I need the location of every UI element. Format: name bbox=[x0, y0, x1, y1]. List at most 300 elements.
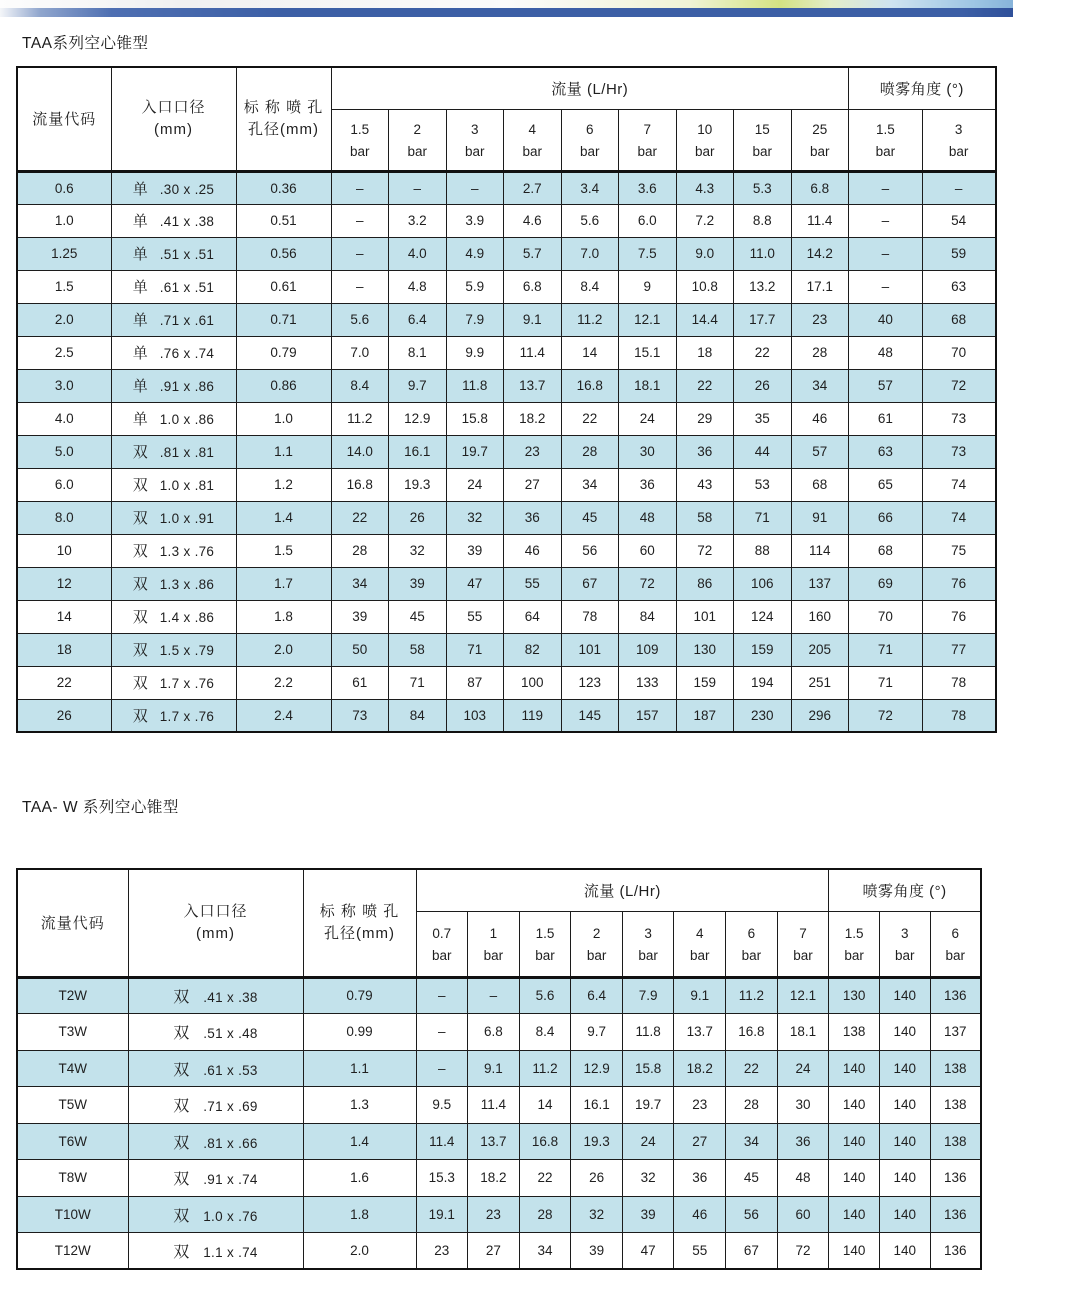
angle-value-cell: 59 bbox=[922, 237, 996, 270]
pressure-header: 6 bar bbox=[930, 911, 981, 977]
flow-code-cell: T2W bbox=[17, 977, 128, 1014]
angle-value-cell: 57 bbox=[849, 369, 923, 402]
flow-value-cell: 34 bbox=[519, 1233, 571, 1270]
flow-value-cell: 34 bbox=[561, 468, 619, 501]
inlet-dimensions: .61 x .53 bbox=[203, 1062, 258, 1078]
angle-value-cell: 48 bbox=[849, 336, 923, 369]
inlet-type: 双 bbox=[173, 1207, 190, 1225]
inlet-type: 单 bbox=[132, 378, 148, 395]
flow-value-cell: 19.1 bbox=[416, 1196, 468, 1233]
flow-value-cell: 39 bbox=[446, 534, 504, 567]
flow-code-cell: 18 bbox=[17, 633, 111, 666]
flow-value-cell: 17.7 bbox=[734, 303, 792, 336]
table-row bbox=[17, 977, 981, 1014]
angle-value-cell: 54 bbox=[922, 204, 996, 237]
flow-value-cell: 14.0 bbox=[331, 435, 389, 468]
flow-value-cell: 68 bbox=[791, 468, 849, 501]
flow-value-cell: 12.9 bbox=[571, 1050, 623, 1087]
orifice-cell: 2.0 bbox=[236, 633, 331, 666]
angle-value-cell: 73 bbox=[922, 402, 996, 435]
angle-value-cell: 136 bbox=[930, 1160, 981, 1197]
flow-value-cell: 55 bbox=[504, 567, 562, 600]
inlet-type: 单 bbox=[132, 411, 148, 428]
table-row bbox=[17, 600, 996, 633]
flow-code-cell: 3.0 bbox=[17, 369, 111, 402]
angle-value-cell: 78 bbox=[922, 699, 996, 732]
inlet-size-cell bbox=[128, 1050, 303, 1087]
flow-code-cell: 26 bbox=[17, 699, 111, 732]
flow-value-cell: 11.4 bbox=[416, 1123, 468, 1160]
orifice-cell: 1.4 bbox=[303, 1123, 416, 1160]
angle-value-cell: 74 bbox=[922, 501, 996, 534]
orifice-cell: 2.4 bbox=[236, 699, 331, 732]
flow-value-cell: 32 bbox=[389, 534, 447, 567]
angle-value-cell: 140 bbox=[829, 1233, 880, 1270]
table-row bbox=[17, 534, 996, 567]
band-gradient-bottom bbox=[0, 8, 1013, 17]
inlet-size-cell bbox=[128, 977, 303, 1014]
flow-value-cell: 23 bbox=[674, 1087, 726, 1124]
inlet-size-cell bbox=[111, 171, 236, 204]
flow-value-cell: 14 bbox=[519, 1087, 571, 1124]
orifice-cell: 0.99 bbox=[303, 1014, 416, 1051]
flow-value-cell: – bbox=[416, 1014, 468, 1051]
flow-value-cell: 56 bbox=[561, 534, 619, 567]
flow-value-cell: 55 bbox=[674, 1233, 726, 1270]
inlet-size-cell bbox=[111, 204, 236, 237]
flow-value-cell: 11.2 bbox=[726, 977, 778, 1014]
flow-value-cell: 205 bbox=[791, 633, 849, 666]
angle-value-cell: 63 bbox=[922, 270, 996, 303]
angle-value-cell: – bbox=[922, 171, 996, 204]
flow-value-cell: 187 bbox=[676, 699, 734, 732]
flow-value-cell: 6.4 bbox=[571, 977, 623, 1014]
flow-value-cell: 6.8 bbox=[504, 270, 562, 303]
inlet-size-cell bbox=[111, 237, 236, 270]
flow-value-cell: 71 bbox=[734, 501, 792, 534]
orifice-header-line2: 孔径(mm) bbox=[324, 924, 395, 942]
flow-value-cell: 87 bbox=[446, 666, 504, 699]
flow-code-cell: 2.5 bbox=[17, 336, 111, 369]
flow-value-cell: 6.0 bbox=[619, 204, 677, 237]
flow-value-cell: 84 bbox=[389, 699, 447, 732]
flow-value-cell: 6.8 bbox=[468, 1014, 520, 1051]
angle-value-cell: 140 bbox=[879, 1050, 930, 1087]
pressure-header: 7 bar bbox=[777, 911, 829, 977]
flow-value-cell: 26 bbox=[571, 1160, 623, 1197]
inlet-dimensions: .76 x .74 bbox=[159, 346, 215, 361]
table-row bbox=[17, 336, 996, 369]
flow-value-cell: 19.3 bbox=[389, 468, 447, 501]
angle-value-cell: 140 bbox=[879, 977, 930, 1014]
flow-value-cell: 32 bbox=[571, 1196, 623, 1233]
flow-value-cell: 15.3 bbox=[416, 1160, 468, 1197]
flow-value-cell: 71 bbox=[446, 633, 504, 666]
flow-value-cell: 9.7 bbox=[389, 369, 447, 402]
flow-value-cell: 24 bbox=[622, 1123, 674, 1160]
table-row bbox=[17, 171, 996, 204]
flow-value-cell: 7.0 bbox=[561, 237, 619, 270]
flow-value-cell: 3.4 bbox=[561, 171, 619, 204]
inlet-type: 双 bbox=[132, 642, 148, 659]
flow-value-cell: 36 bbox=[676, 435, 734, 468]
flow-value-cell: 58 bbox=[676, 501, 734, 534]
flow-value-cell: 67 bbox=[726, 1233, 778, 1270]
flow-value-cell: 9.5 bbox=[416, 1087, 468, 1124]
inlet-type: 双 bbox=[132, 510, 148, 527]
angle-value-cell: 78 bbox=[922, 666, 996, 699]
flow-value-cell: 39 bbox=[622, 1196, 674, 1233]
flow-code-cell: 5.0 bbox=[17, 435, 111, 468]
flow-value-cell: 57 bbox=[791, 435, 849, 468]
table-row bbox=[17, 666, 996, 699]
orifice-cell: 1.5 bbox=[236, 534, 331, 567]
orifice-cell: 1.2 bbox=[236, 468, 331, 501]
inlet-size-cell bbox=[111, 303, 236, 336]
pressure-header: 3 bar bbox=[879, 911, 930, 977]
inlet-dimensions: 1.7 x .76 bbox=[159, 676, 215, 691]
inlet-dimensions: .81 x .66 bbox=[203, 1135, 258, 1151]
flow-value-cell: 32 bbox=[446, 501, 504, 534]
inlet-dimensions: 1.1 x .74 bbox=[203, 1245, 258, 1260]
inlet-size-cell bbox=[128, 1196, 303, 1233]
flow-value-cell: 35 bbox=[734, 402, 792, 435]
angle-value-cell: 65 bbox=[849, 468, 923, 501]
flow-code-cell: T10W bbox=[17, 1196, 128, 1233]
orifice-cell: 1.3 bbox=[303, 1087, 416, 1124]
flow-value-cell: 22 bbox=[676, 369, 734, 402]
orifice-cell: 1.8 bbox=[303, 1196, 416, 1233]
angle-value-cell: 138 bbox=[930, 1123, 981, 1160]
angle-value-cell: 76 bbox=[922, 600, 996, 633]
angle-value-cell: 72 bbox=[922, 369, 996, 402]
flow-value-cell: 8.4 bbox=[519, 1014, 571, 1051]
flow-value-cell: 22 bbox=[726, 1050, 778, 1087]
angle-value-cell: 63 bbox=[849, 435, 923, 468]
inlet-size-cell bbox=[128, 1087, 303, 1124]
pressure-header: 10 bar bbox=[676, 109, 734, 171]
flow-value-cell: 14 bbox=[561, 336, 619, 369]
flow-value-cell: 13.7 bbox=[504, 369, 562, 402]
angle-value-cell: 75 bbox=[922, 534, 996, 567]
flow-value-cell: 11.2 bbox=[561, 303, 619, 336]
table-row bbox=[17, 1050, 981, 1087]
flow-group-header: 流量 (L/Hr) bbox=[416, 869, 829, 911]
flow-value-cell: 26 bbox=[389, 501, 447, 534]
pressure-header: 1.5 bar bbox=[849, 109, 923, 171]
table-row bbox=[17, 1014, 981, 1051]
table-row bbox=[17, 1233, 981, 1270]
angle-value-cell: 140 bbox=[829, 1050, 880, 1087]
table-row bbox=[17, 567, 996, 600]
flow-value-cell: 251 bbox=[791, 666, 849, 699]
flow-code-cell: 6.0 bbox=[17, 468, 111, 501]
table-row bbox=[17, 270, 996, 303]
flow-value-cell: 18.1 bbox=[777, 1014, 829, 1051]
angle-value-cell: 76 bbox=[922, 567, 996, 600]
flow-value-cell: 23 bbox=[504, 435, 562, 468]
table-row bbox=[17, 501, 996, 534]
inlet-dimensions: 1.0 x .91 bbox=[159, 511, 215, 526]
flow-value-cell: 43 bbox=[676, 468, 734, 501]
orifice-header-line1: 标 称 喷 孔 bbox=[319, 903, 400, 920]
inlet-size-cell bbox=[128, 1233, 303, 1270]
inlet-size-cell bbox=[111, 699, 236, 732]
flow-value-cell: 157 bbox=[619, 699, 677, 732]
angle-value-cell: 140 bbox=[829, 1196, 880, 1233]
inlet-size-cell bbox=[111, 270, 236, 303]
flow-code-cell: 2.0 bbox=[17, 303, 111, 336]
angle-value-cell: 71 bbox=[849, 633, 923, 666]
flow-value-cell: 18 bbox=[676, 336, 734, 369]
band-gradient-top bbox=[0, 0, 1013, 8]
flow-value-cell: 67 bbox=[561, 567, 619, 600]
table-row bbox=[17, 402, 996, 435]
inlet-dimensions: 1.0 x .86 bbox=[159, 412, 215, 427]
angle-value-cell: 70 bbox=[922, 336, 996, 369]
flow-value-cell: 100 bbox=[504, 666, 562, 699]
flow-value-cell: 8.8 bbox=[734, 204, 792, 237]
flow-code-cell: T4W bbox=[17, 1050, 128, 1087]
flow-value-cell: 16.8 bbox=[561, 369, 619, 402]
flow-value-cell: 3.6 bbox=[619, 171, 677, 204]
flow-value-cell: 123 bbox=[561, 666, 619, 699]
angle-value-cell: – bbox=[849, 171, 923, 204]
orifice-cell: 1.1 bbox=[303, 1050, 416, 1087]
table-row bbox=[17, 699, 996, 732]
table-row bbox=[17, 237, 996, 270]
flow-value-cell: 34 bbox=[791, 369, 849, 402]
taa-spec-table bbox=[16, 66, 997, 733]
inlet-size-cell bbox=[111, 402, 236, 435]
angle-group-header: 喷雾角度 (°) bbox=[849, 67, 996, 109]
pressure-header: 6 bar bbox=[561, 109, 619, 171]
orifice-cell: 0.51 bbox=[236, 204, 331, 237]
flow-value-cell: 159 bbox=[734, 633, 792, 666]
flow-value-cell: 48 bbox=[777, 1160, 829, 1197]
flow-value-cell: 16.8 bbox=[519, 1123, 571, 1160]
flow-value-cell: 36 bbox=[674, 1160, 726, 1197]
flow-value-cell: 12.1 bbox=[619, 303, 677, 336]
flow-value-cell: 16.1 bbox=[389, 435, 447, 468]
flow-value-cell: 5.6 bbox=[561, 204, 619, 237]
flow-code-cell: 1.25 bbox=[17, 237, 111, 270]
flow-value-cell: 9.0 bbox=[676, 237, 734, 270]
flow-value-cell: 7.9 bbox=[622, 977, 674, 1014]
angle-value-cell: 136 bbox=[930, 977, 981, 1014]
flow-value-cell: – bbox=[331, 204, 389, 237]
inlet-dimensions: 1.5 x .79 bbox=[159, 643, 215, 658]
pressure-header: 3 bar bbox=[622, 911, 674, 977]
flow-value-cell: 32 bbox=[622, 1160, 674, 1197]
inlet-size-cell bbox=[128, 1123, 303, 1160]
table-row bbox=[17, 468, 996, 501]
flow-value-cell: 101 bbox=[676, 600, 734, 633]
inlet-type: 双 bbox=[173, 1244, 190, 1261]
orifice-cell: 2.0 bbox=[303, 1233, 416, 1270]
table-row bbox=[17, 1196, 981, 1233]
flow-value-cell: 39 bbox=[331, 600, 389, 633]
flow-value-cell: 7.5 bbox=[619, 237, 677, 270]
flow-value-cell: 60 bbox=[777, 1196, 829, 1233]
angle-value-cell: 130 bbox=[829, 977, 880, 1014]
flow-value-cell: 30 bbox=[619, 435, 677, 468]
flow-value-cell: 6.8 bbox=[791, 171, 849, 204]
angle-value-cell: – bbox=[849, 204, 923, 237]
inlet-header-line1: 入口口径 bbox=[141, 99, 206, 116]
inlet-dimensions: 1.0 x .76 bbox=[203, 1208, 258, 1224]
angle-value-cell: 77 bbox=[922, 633, 996, 666]
flow-value-cell: 11.4 bbox=[504, 336, 562, 369]
flow-value-cell: 19.7 bbox=[446, 435, 504, 468]
taa-w-spec-table bbox=[16, 868, 982, 1270]
flow-value-cell: 27 bbox=[504, 468, 562, 501]
angle-value-cell: 138 bbox=[930, 1087, 981, 1124]
flow-value-cell: 7.2 bbox=[676, 204, 734, 237]
inlet-size-cell bbox=[111, 468, 236, 501]
flow-value-cell: 4.6 bbox=[504, 204, 562, 237]
flow-value-cell: 44 bbox=[734, 435, 792, 468]
inlet-size-cell bbox=[128, 1160, 303, 1197]
flow-value-cell: 9.1 bbox=[674, 977, 726, 1014]
flow-value-cell: 130 bbox=[676, 633, 734, 666]
flow-value-cell: 8.4 bbox=[331, 369, 389, 402]
flow-value-cell: 14.2 bbox=[791, 237, 849, 270]
angle-value-cell: 140 bbox=[879, 1160, 930, 1197]
group-header-row bbox=[17, 869, 981, 911]
angle-value-cell: 140 bbox=[829, 1123, 880, 1160]
flow-code-header: 流量代码 bbox=[17, 869, 128, 977]
flow-value-cell: 5.6 bbox=[519, 977, 571, 1014]
pressure-header: 1.5 bar bbox=[331, 109, 389, 171]
pressure-header: 25 bar bbox=[791, 109, 849, 171]
flow-value-cell: 9.9 bbox=[446, 336, 504, 369]
flow-value-cell: 29 bbox=[676, 402, 734, 435]
angle-group-header: 喷雾角度 (°) bbox=[829, 869, 981, 911]
flow-value-cell: 47 bbox=[446, 567, 504, 600]
flow-value-cell: 34 bbox=[726, 1123, 778, 1160]
flow-value-cell: 5.7 bbox=[504, 237, 562, 270]
flow-value-cell: 60 bbox=[619, 534, 677, 567]
flow-code-cell: T5W bbox=[17, 1087, 128, 1124]
flow-value-cell: 15.8 bbox=[446, 402, 504, 435]
flow-value-cell: – bbox=[416, 977, 468, 1014]
flow-value-cell: 36 bbox=[504, 501, 562, 534]
pressure-header: 0.7 bar bbox=[416, 911, 468, 977]
inlet-size-cell bbox=[111, 567, 236, 600]
flow-value-cell: 24 bbox=[777, 1050, 829, 1087]
angle-value-cell: – bbox=[849, 237, 923, 270]
orifice-cell: 1.6 bbox=[303, 1160, 416, 1197]
inlet-type: 双 bbox=[173, 989, 190, 1007]
flow-value-cell: 103 bbox=[446, 699, 504, 732]
inlet-type: 双 bbox=[173, 1025, 190, 1043]
orifice-cell: 0.79 bbox=[303, 977, 416, 1014]
orifice-header bbox=[303, 869, 416, 977]
flow-value-cell: 91 bbox=[791, 501, 849, 534]
flow-value-cell: – bbox=[331, 171, 389, 204]
inlet-dimensions: .71 x .69 bbox=[203, 1099, 258, 1115]
flow-value-cell: 119 bbox=[504, 699, 562, 732]
flow-value-cell: 72 bbox=[619, 567, 677, 600]
table-row bbox=[17, 1123, 981, 1160]
orifice-header-line2: 孔径(mm) bbox=[248, 120, 319, 138]
flow-value-cell: 61 bbox=[331, 666, 389, 699]
flow-value-cell: 14.4 bbox=[676, 303, 734, 336]
flow-value-cell: 22 bbox=[519, 1160, 571, 1197]
flow-value-cell: – bbox=[468, 977, 520, 1014]
flow-value-cell: 24 bbox=[446, 468, 504, 501]
angle-value-cell: 71 bbox=[849, 666, 923, 699]
flow-value-cell: 133 bbox=[619, 666, 677, 699]
angle-value-cell: 136 bbox=[930, 1196, 981, 1233]
inlet-header-line2: (mm) bbox=[196, 924, 235, 942]
flow-code-cell: 0.6 bbox=[17, 171, 111, 204]
group-header-row bbox=[17, 67, 996, 109]
flow-value-cell: 55 bbox=[446, 600, 504, 633]
flow-value-cell: 9.1 bbox=[504, 303, 562, 336]
flow-value-cell: 64 bbox=[504, 600, 562, 633]
orifice-cell: 0.61 bbox=[236, 270, 331, 303]
inlet-type: 双 bbox=[132, 477, 148, 494]
flow-value-cell: 230 bbox=[734, 699, 792, 732]
inlet-header-line2: (mm) bbox=[154, 120, 193, 138]
orifice-header-line1: 标 称 喷 孔 bbox=[243, 99, 324, 116]
flow-value-cell: 7.9 bbox=[446, 303, 504, 336]
flow-value-cell: 5.3 bbox=[734, 171, 792, 204]
flow-value-cell: 28 bbox=[791, 336, 849, 369]
angle-value-cell: 140 bbox=[879, 1196, 930, 1233]
orifice-header bbox=[236, 67, 331, 171]
flow-value-cell: 26 bbox=[734, 369, 792, 402]
flow-code-cell: 8.0 bbox=[17, 501, 111, 534]
angle-value-cell: 137 bbox=[930, 1014, 981, 1051]
flow-value-cell: 53 bbox=[734, 468, 792, 501]
flow-value-cell: 23 bbox=[416, 1233, 468, 1270]
flow-value-cell: 15.1 bbox=[619, 336, 677, 369]
flow-value-cell: 137 bbox=[791, 567, 849, 600]
flow-value-cell: 23 bbox=[791, 303, 849, 336]
flow-group-header: 流量 (L/Hr) bbox=[331, 67, 849, 109]
flow-value-cell: 18.2 bbox=[674, 1050, 726, 1087]
table-row bbox=[17, 435, 996, 468]
pressure-header: 1.5 bar bbox=[519, 911, 571, 977]
flow-value-cell: 45 bbox=[561, 501, 619, 534]
flow-value-cell: 28 bbox=[726, 1087, 778, 1124]
angle-value-cell: 138 bbox=[930, 1050, 981, 1087]
pressure-header: 7 bar bbox=[619, 109, 677, 171]
flow-value-cell: 78 bbox=[561, 600, 619, 633]
inlet-type: 双 bbox=[173, 1171, 190, 1189]
flow-value-cell: 22 bbox=[331, 501, 389, 534]
flow-value-cell: 4.3 bbox=[676, 171, 734, 204]
decorative-band bbox=[0, 0, 1013, 17]
angle-value-cell: 66 bbox=[849, 501, 923, 534]
inlet-type: 双 bbox=[173, 1134, 190, 1152]
flow-value-cell: 46 bbox=[504, 534, 562, 567]
flow-value-cell: 194 bbox=[734, 666, 792, 699]
inlet-dimensions: .91 x .74 bbox=[203, 1172, 258, 1188]
flow-value-cell: 9.7 bbox=[571, 1014, 623, 1051]
flow-value-cell: 46 bbox=[791, 402, 849, 435]
flow-value-cell: 27 bbox=[468, 1233, 520, 1270]
flow-value-cell: 36 bbox=[619, 468, 677, 501]
angle-value-cell: 140 bbox=[879, 1123, 930, 1160]
inlet-type: 双 bbox=[173, 1061, 190, 1079]
flow-value-cell: 16.8 bbox=[331, 468, 389, 501]
inlet-dimensions: 1.0 x .81 bbox=[159, 478, 215, 493]
flow-value-cell: 28 bbox=[519, 1196, 571, 1233]
